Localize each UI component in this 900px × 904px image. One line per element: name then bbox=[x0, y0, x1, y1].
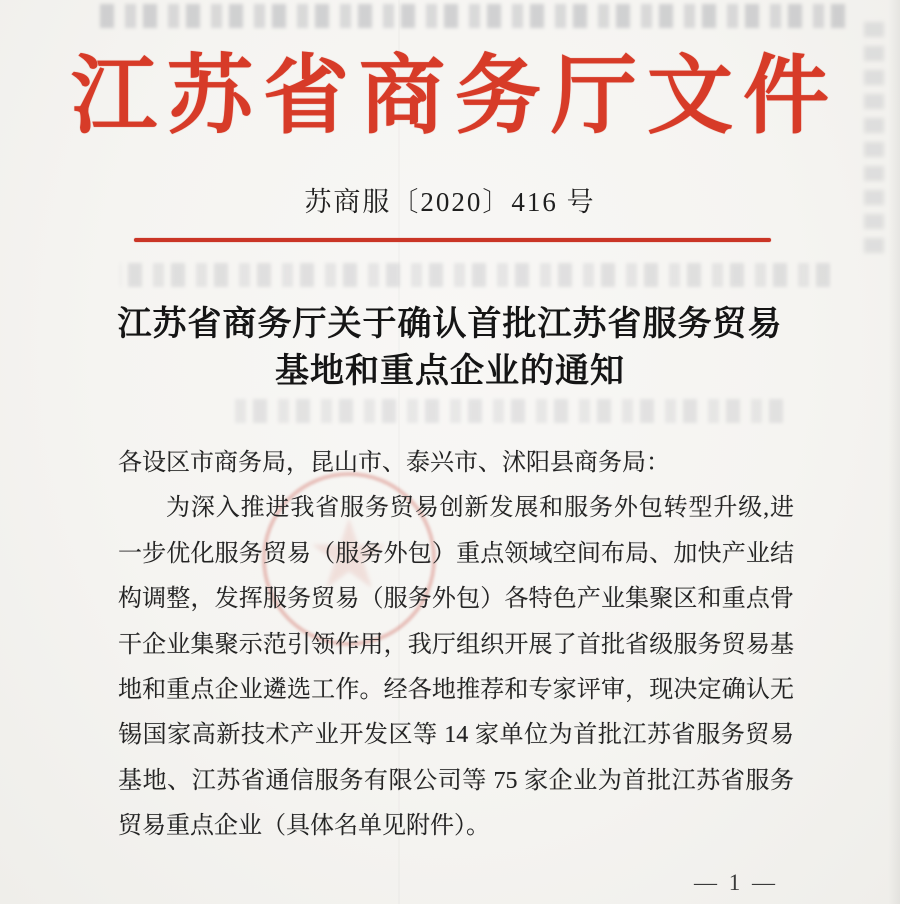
salutation-line: 各设区市商务局，昆山市、泰兴市、沭阳县商务局： bbox=[118, 450, 670, 476]
bleedthrough-text-artifact-top bbox=[95, 4, 845, 28]
body-line: 锡国家高新技术产业开发区等 14 家单位为首批江苏省服务贸易 bbox=[118, 722, 794, 749]
document-body bbox=[118, 441, 794, 850]
body-line: 构调整，发挥服务贸易（服务外包）各特色产业集聚区和重点骨 bbox=[118, 586, 794, 613]
bleedthrough-text-artifact-mid bbox=[120, 263, 830, 287]
page-number: — 1 — bbox=[694, 870, 778, 895]
agency-header-title: 江苏省商务厅文件 bbox=[71, 48, 839, 144]
document-title bbox=[0, 301, 900, 395]
document-title-line-1: 江苏省商务厅关于确认首批江苏省服务贸易 bbox=[117, 306, 783, 343]
body-line: 干企业集聚示范引领作用，我厅组织开展了首批省级服务贸易基 bbox=[118, 631, 794, 658]
bleedthrough-text-artifact-low bbox=[228, 399, 783, 423]
seal-star-icon: ★ bbox=[305, 498, 393, 611]
red-divider-rule bbox=[134, 238, 771, 242]
body-line: 地和重点企业遴选工作。经各地推荐和专家评审，现决定确认无 bbox=[118, 676, 794, 703]
document-number: 苏商服〔2020〕416 号 bbox=[304, 187, 596, 217]
document-title-line-2: 基地和重点企业的通知 bbox=[275, 353, 625, 390]
body-line: 一步优化服务贸易（服务外包）重点领域空间布局、加快产业结 bbox=[118, 540, 794, 567]
body-line: 基地、江苏省通信服务有限公司等 75 家企业为首批江苏省服务 bbox=[118, 767, 794, 794]
body-line: 贸易重点企业（具体名单见附件）。 bbox=[118, 813, 490, 840]
body-line: 为深入推进我省服务贸易创新发展和服务外包转型升级,进 bbox=[166, 495, 794, 522]
